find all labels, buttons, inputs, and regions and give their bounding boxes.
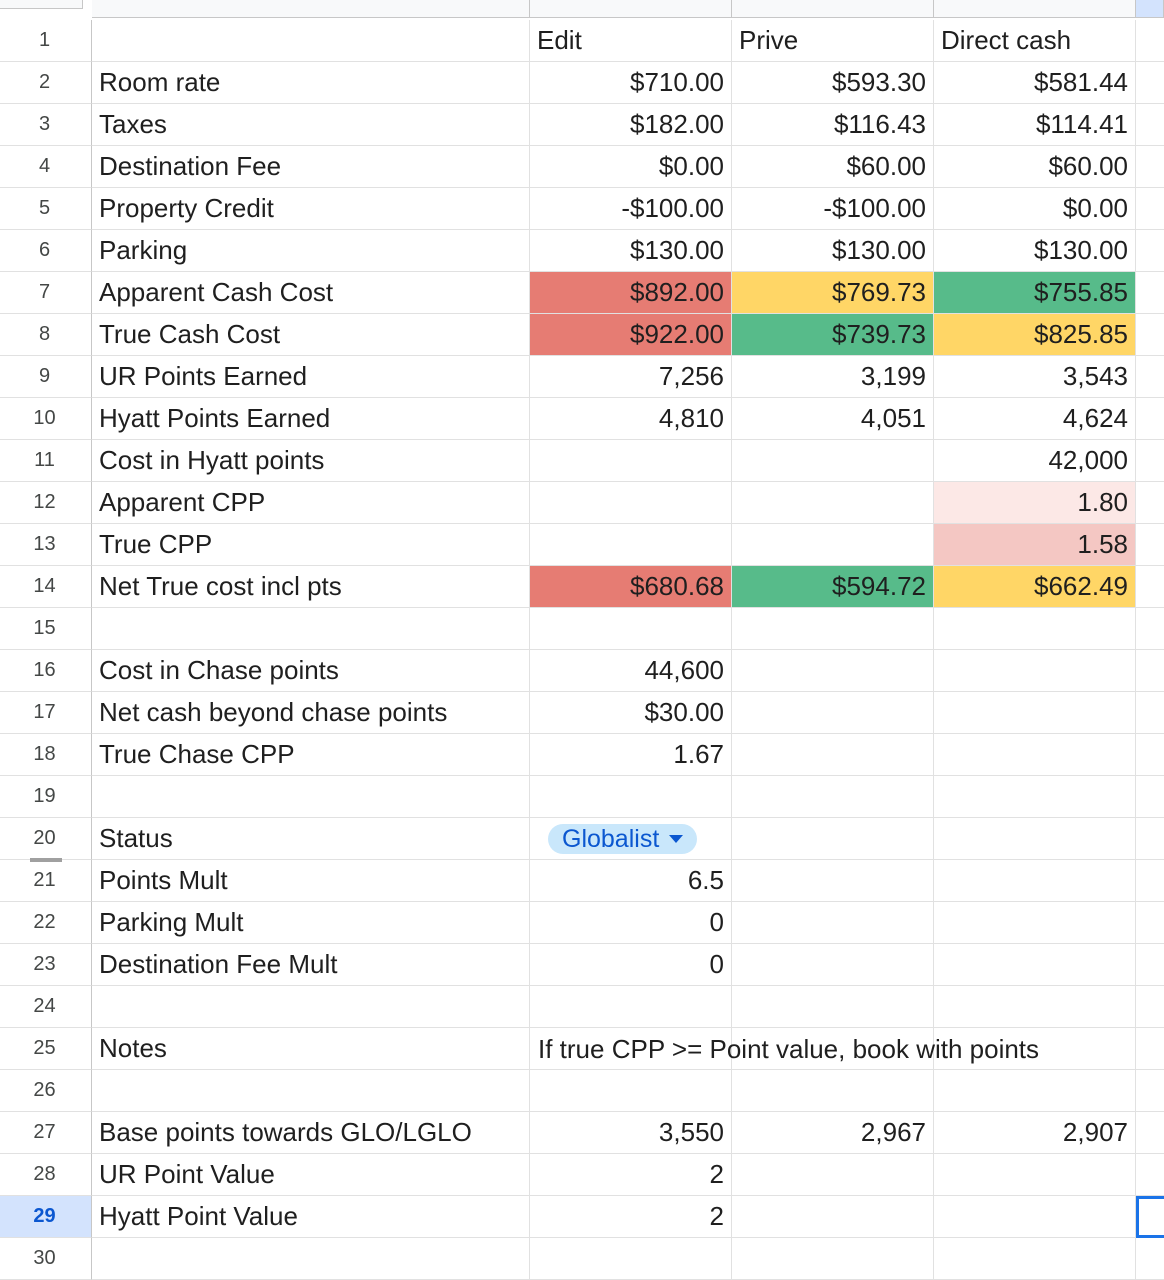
cell-e[interactable] xyxy=(1136,62,1164,104)
cell-b[interactable]: $130.00 xyxy=(530,230,732,272)
cell-b[interactable]: 3,550 xyxy=(530,1112,732,1154)
cell-d[interactable]: 2,907 xyxy=(934,1112,1136,1154)
cell-e[interactable] xyxy=(1136,818,1164,860)
row-number[interactable]: 27 xyxy=(0,1112,92,1154)
row-number[interactable]: 11 xyxy=(0,440,92,482)
cell-d[interactable] xyxy=(934,1154,1136,1196)
cell-d[interactable] xyxy=(934,650,1136,692)
sheet-row xyxy=(0,1196,1164,1238)
cell-c[interactable]: $594.72 xyxy=(732,566,934,608)
sheet-row xyxy=(0,734,1164,776)
sheet-row xyxy=(0,356,1164,398)
cell-d[interactable]: Direct cash xyxy=(934,20,1136,62)
cell-d[interactable]: 1.58 xyxy=(934,524,1136,566)
row-number[interactable]: 3 xyxy=(0,104,92,146)
sheet-row xyxy=(0,986,1164,1028)
cell-e[interactable] xyxy=(1136,734,1164,776)
row-label-cell[interactable]: Destination Fee Mult xyxy=(92,944,530,986)
cell-b[interactable] xyxy=(530,482,732,524)
sheet-row xyxy=(0,650,1164,692)
row-number[interactable]: 25 xyxy=(0,1028,92,1070)
cell-e[interactable] xyxy=(1136,356,1164,398)
cell-c[interactable]: Prive xyxy=(732,20,934,62)
sheet-row xyxy=(0,104,1164,146)
status-dropdown-value: Globalist xyxy=(562,824,660,853)
sheet-row xyxy=(0,1112,1164,1154)
cell-b[interactable]: 2 xyxy=(530,1154,732,1196)
sheet-row xyxy=(0,62,1164,104)
cell-e[interactable] xyxy=(1136,398,1164,440)
cell-b[interactable]: 2 xyxy=(530,1196,732,1238)
cell-e[interactable] xyxy=(1136,860,1164,902)
row-number[interactable]: 24 xyxy=(0,986,92,1028)
column-header-bar xyxy=(0,0,1164,18)
cell-e[interactable] xyxy=(1136,230,1164,272)
column-header-a[interactable] xyxy=(92,0,530,18)
cell-c[interactable] xyxy=(732,1154,934,1196)
cell-d[interactable] xyxy=(934,776,1136,818)
row-number[interactable]: 17 xyxy=(0,692,92,734)
row-number[interactable]: 18 xyxy=(0,734,92,776)
row-label-cell[interactable]: Property Credit xyxy=(92,188,530,230)
row-label-cell[interactable]: Notes xyxy=(92,1028,530,1070)
cell-d[interactable]: $755.85 xyxy=(934,272,1136,314)
sheet-row xyxy=(0,1154,1164,1196)
cell-c[interactable] xyxy=(732,776,934,818)
row-number[interactable]: 1 xyxy=(0,20,92,62)
cell-e[interactable] xyxy=(1136,188,1164,230)
row-label-cell[interactable]: Hyatt Points Earned xyxy=(92,398,530,440)
status-dropdown-chip[interactable] xyxy=(548,824,697,854)
row-label-cell[interactable]: True Chase CPP xyxy=(92,734,530,776)
cell-c[interactable]: 4,051 xyxy=(732,398,934,440)
row-number[interactable]: 7 xyxy=(0,272,92,314)
sheet-row xyxy=(0,440,1164,482)
active-cell-selection xyxy=(1136,1196,1164,1238)
cell-b[interactable] xyxy=(530,608,732,650)
cell-c[interactable] xyxy=(732,860,934,902)
cell-e[interactable] xyxy=(1136,1070,1164,1112)
cell-b[interactable]: 0 xyxy=(530,902,732,944)
row-label-cell[interactable]: True Cash Cost xyxy=(92,314,530,356)
row-label-cell[interactable]: Cost in Hyatt points xyxy=(92,440,530,482)
cell-c[interactable] xyxy=(732,650,934,692)
row-number[interactable]: 16 xyxy=(0,650,92,692)
row-number[interactable]: 29 xyxy=(0,1196,92,1238)
cell-c[interactable] xyxy=(732,944,934,986)
row-number[interactable]: 10 xyxy=(0,398,92,440)
cell-d[interactable]: $0.00 xyxy=(934,188,1136,230)
sheet-row xyxy=(0,566,1164,608)
cell-e[interactable] xyxy=(1136,104,1164,146)
cell-d[interactable] xyxy=(934,986,1136,1028)
cell-d[interactable] xyxy=(934,902,1136,944)
cell-e[interactable] xyxy=(1136,944,1164,986)
row-number[interactable]: 2 xyxy=(0,62,92,104)
frozen-row-divider[interactable] xyxy=(30,858,62,862)
cell-c[interactable]: $593.30 xyxy=(732,62,934,104)
cell-b[interactable]: $922.00 xyxy=(530,314,732,356)
cell-b[interactable]: $30.00 xyxy=(530,692,732,734)
cell-b[interactable]: 44,600 xyxy=(530,650,732,692)
row-number[interactable]: 21 xyxy=(0,860,92,902)
cell-c[interactable] xyxy=(732,608,934,650)
cell-b[interactable] xyxy=(530,986,732,1028)
cell-d[interactable]: $60.00 xyxy=(934,146,1136,188)
row-number[interactable]: 13 xyxy=(0,524,92,566)
row-label-cell[interactable]: Points Mult xyxy=(92,860,530,902)
cell-b[interactable]: 6.5 xyxy=(530,860,732,902)
cell-c[interactable] xyxy=(732,692,934,734)
cell-b[interactable]: 7,256 xyxy=(530,356,732,398)
sheet-row xyxy=(0,146,1164,188)
row-number[interactable]: 8 xyxy=(0,314,92,356)
row-label-cell[interactable]: True CPP xyxy=(92,524,530,566)
row-label-cell[interactable]: Room rate xyxy=(92,62,530,104)
cell-e[interactable] xyxy=(1136,650,1164,692)
row-label-cell[interactable]: UR Points Earned xyxy=(92,356,530,398)
cell-c[interactable]: $739.73 xyxy=(732,314,934,356)
cell-b[interactable] xyxy=(530,776,732,818)
cell-c[interactable]: $130.00 xyxy=(732,230,934,272)
cell-b[interactable] xyxy=(530,1070,732,1112)
sheet-row xyxy=(0,1028,1164,1070)
cell-c[interactable] xyxy=(732,986,934,1028)
row-number[interactable]: 6 xyxy=(0,230,92,272)
row-number[interactable]: 5 xyxy=(0,188,92,230)
cell-d[interactable]: $114.41 xyxy=(934,104,1136,146)
cell-c[interactable]: 2,967 xyxy=(732,1112,934,1154)
cell-c[interactable]: $769.73 xyxy=(732,272,934,314)
cell-c[interactable] xyxy=(732,734,934,776)
cell-e[interactable] xyxy=(1136,314,1164,356)
cell-b[interactable]: $680.68 xyxy=(530,566,732,608)
cell-e[interactable] xyxy=(1136,608,1164,650)
cell-e[interactable] xyxy=(1136,1112,1164,1154)
row-label-cell[interactable]: UR Point Value xyxy=(92,1154,530,1196)
row-label-cell[interactable] xyxy=(92,776,530,818)
sheet-row xyxy=(0,272,1164,314)
cell-e[interactable] xyxy=(1136,566,1164,608)
cell-e[interactable] xyxy=(1136,272,1164,314)
cell-e[interactable] xyxy=(1136,524,1164,566)
column-header-b[interactable] xyxy=(530,0,732,18)
cell-d[interactable]: 4,624 xyxy=(934,398,1136,440)
cell-c[interactable]: -$100.00 xyxy=(732,188,934,230)
cell-e[interactable] xyxy=(1136,986,1164,1028)
cell-d[interactable]: 1.80 xyxy=(934,482,1136,524)
cell-c[interactable] xyxy=(732,482,934,524)
row-label-cell[interactable]: Net cash beyond chase points xyxy=(92,692,530,734)
cell-b[interactable] xyxy=(530,524,732,566)
sheet-row xyxy=(0,776,1164,818)
row-label-cell[interactable]: Destination Fee xyxy=(92,146,530,188)
sheet-row xyxy=(0,524,1164,566)
row-number[interactable]: 26 xyxy=(0,1070,92,1112)
sheet-row xyxy=(0,818,1164,860)
row-number[interactable]: 22 xyxy=(0,902,92,944)
status-dropdown-cell xyxy=(548,818,697,860)
row-label-cell[interactable]: Cost in Chase points xyxy=(92,650,530,692)
cell-d[interactable] xyxy=(934,860,1136,902)
cell-c[interactable] xyxy=(732,524,934,566)
row-label-cell[interactable]: Parking xyxy=(92,230,530,272)
cell-d[interactable] xyxy=(934,944,1136,986)
row-label-cell[interactable]: Parking Mult xyxy=(92,902,530,944)
cell-e[interactable] xyxy=(1136,1154,1164,1196)
sheet-row xyxy=(0,188,1164,230)
row-number[interactable]: 4 xyxy=(0,146,92,188)
sheet-row xyxy=(0,230,1164,272)
cell-d[interactable]: $825.85 xyxy=(934,314,1136,356)
cell-d[interactable] xyxy=(934,818,1136,860)
cell-b[interactable]: 0 xyxy=(530,944,732,986)
sheet-row xyxy=(0,314,1164,356)
sheet-row xyxy=(0,1070,1164,1112)
cell-e[interactable] xyxy=(1136,146,1164,188)
row-number[interactable]: 23 xyxy=(0,944,92,986)
cell-d[interactable]: $581.44 xyxy=(934,62,1136,104)
cell-b[interactable]: $182.00 xyxy=(530,104,732,146)
sheet-row xyxy=(0,944,1164,986)
row-number[interactable]: 15 xyxy=(0,608,92,650)
cell-b[interactable]: Edit xyxy=(530,20,732,62)
row-label-cell[interactable]: Hyatt Point Value xyxy=(92,1196,530,1238)
cell-e[interactable] xyxy=(1136,1028,1164,1070)
row-label-cell[interactable]: Base points towards GLO/LGLO xyxy=(92,1112,530,1154)
column-header-c[interactable] xyxy=(732,0,934,18)
cell-e[interactable] xyxy=(1136,20,1164,62)
cell-e[interactable] xyxy=(1136,902,1164,944)
cell-e[interactable] xyxy=(1136,482,1164,524)
cell-c[interactable]: $116.43 xyxy=(732,104,934,146)
row-number[interactable]: 12 xyxy=(0,482,92,524)
cell-d[interactable]: $662.49 xyxy=(934,566,1136,608)
cell-d[interactable]: $130.00 xyxy=(934,230,1136,272)
cell-d[interactable] xyxy=(934,734,1136,776)
row-label-cell[interactable]: Net True cost incl pts xyxy=(92,566,530,608)
row-label-cell[interactable]: Apparent Cash Cost xyxy=(92,272,530,314)
row-label-cell[interactable]: Taxes xyxy=(92,104,530,146)
cell-b[interactable]: -$100.00 xyxy=(530,188,732,230)
row-number[interactable]: 20 xyxy=(0,818,92,860)
cell-d[interactable] xyxy=(934,1070,1136,1112)
row-number[interactable]: 28 xyxy=(0,1154,92,1196)
cell-b[interactable]: $710.00 xyxy=(530,62,732,104)
row-number[interactable]: 30 xyxy=(0,1238,92,1280)
cell-b[interactable]: $892.00 xyxy=(530,272,732,314)
cell-d[interactable]: 42,000 xyxy=(934,440,1136,482)
sheet-row xyxy=(0,482,1164,524)
cell-c[interactable] xyxy=(732,440,934,482)
cell-b[interactable]: 4,810 xyxy=(530,398,732,440)
cell-d[interactable] xyxy=(934,692,1136,734)
cell-e[interactable] xyxy=(1136,776,1164,818)
row-label-cell[interactable]: Apparent CPP xyxy=(92,482,530,524)
cell-b[interactable]: $0.00 xyxy=(530,146,732,188)
cell-d[interactable]: 3,543 xyxy=(934,356,1136,398)
cell-c[interactable] xyxy=(732,818,934,860)
column-header-d[interactable] xyxy=(934,0,1136,18)
row-label-cell[interactable]: Status xyxy=(92,818,530,860)
sheet-row xyxy=(0,398,1164,440)
row-number[interactable]: 19 xyxy=(0,776,92,818)
cell-b[interactable]: 1.67 xyxy=(530,734,732,776)
notes-text: If true CPP >= Point value, book with points xyxy=(538,1033,1040,1064)
cell-c[interactable]: 3,199 xyxy=(732,356,934,398)
row-label-cell[interactable] xyxy=(92,608,530,650)
sheet-row xyxy=(0,692,1164,734)
cell-e[interactable] xyxy=(1136,440,1164,482)
cell-d[interactable] xyxy=(934,1196,1136,1238)
row-label-cell[interactable] xyxy=(92,20,530,62)
sheet-row xyxy=(0,902,1164,944)
row-label-cell[interactable] xyxy=(92,986,530,1028)
sheet-row xyxy=(0,608,1164,650)
cell-d[interactable] xyxy=(934,608,1136,650)
row-number[interactable]: 14 xyxy=(0,566,92,608)
sheet-row xyxy=(0,20,1164,62)
cell-c[interactable] xyxy=(732,902,934,944)
row-label-cell[interactable] xyxy=(92,1070,530,1112)
cell-b[interactable] xyxy=(530,440,732,482)
row-number[interactable]: 9 xyxy=(0,356,92,398)
cell-c[interactable]: $60.00 xyxy=(732,146,934,188)
cell-c[interactable] xyxy=(732,1196,934,1238)
cell-c[interactable] xyxy=(732,1070,934,1112)
cell-e[interactable] xyxy=(1136,692,1164,734)
column-header-e[interactable] xyxy=(1136,0,1164,18)
sheet-row xyxy=(0,860,1164,902)
select-all-corner[interactable] xyxy=(0,0,83,9)
caret-down-icon xyxy=(669,835,683,843)
